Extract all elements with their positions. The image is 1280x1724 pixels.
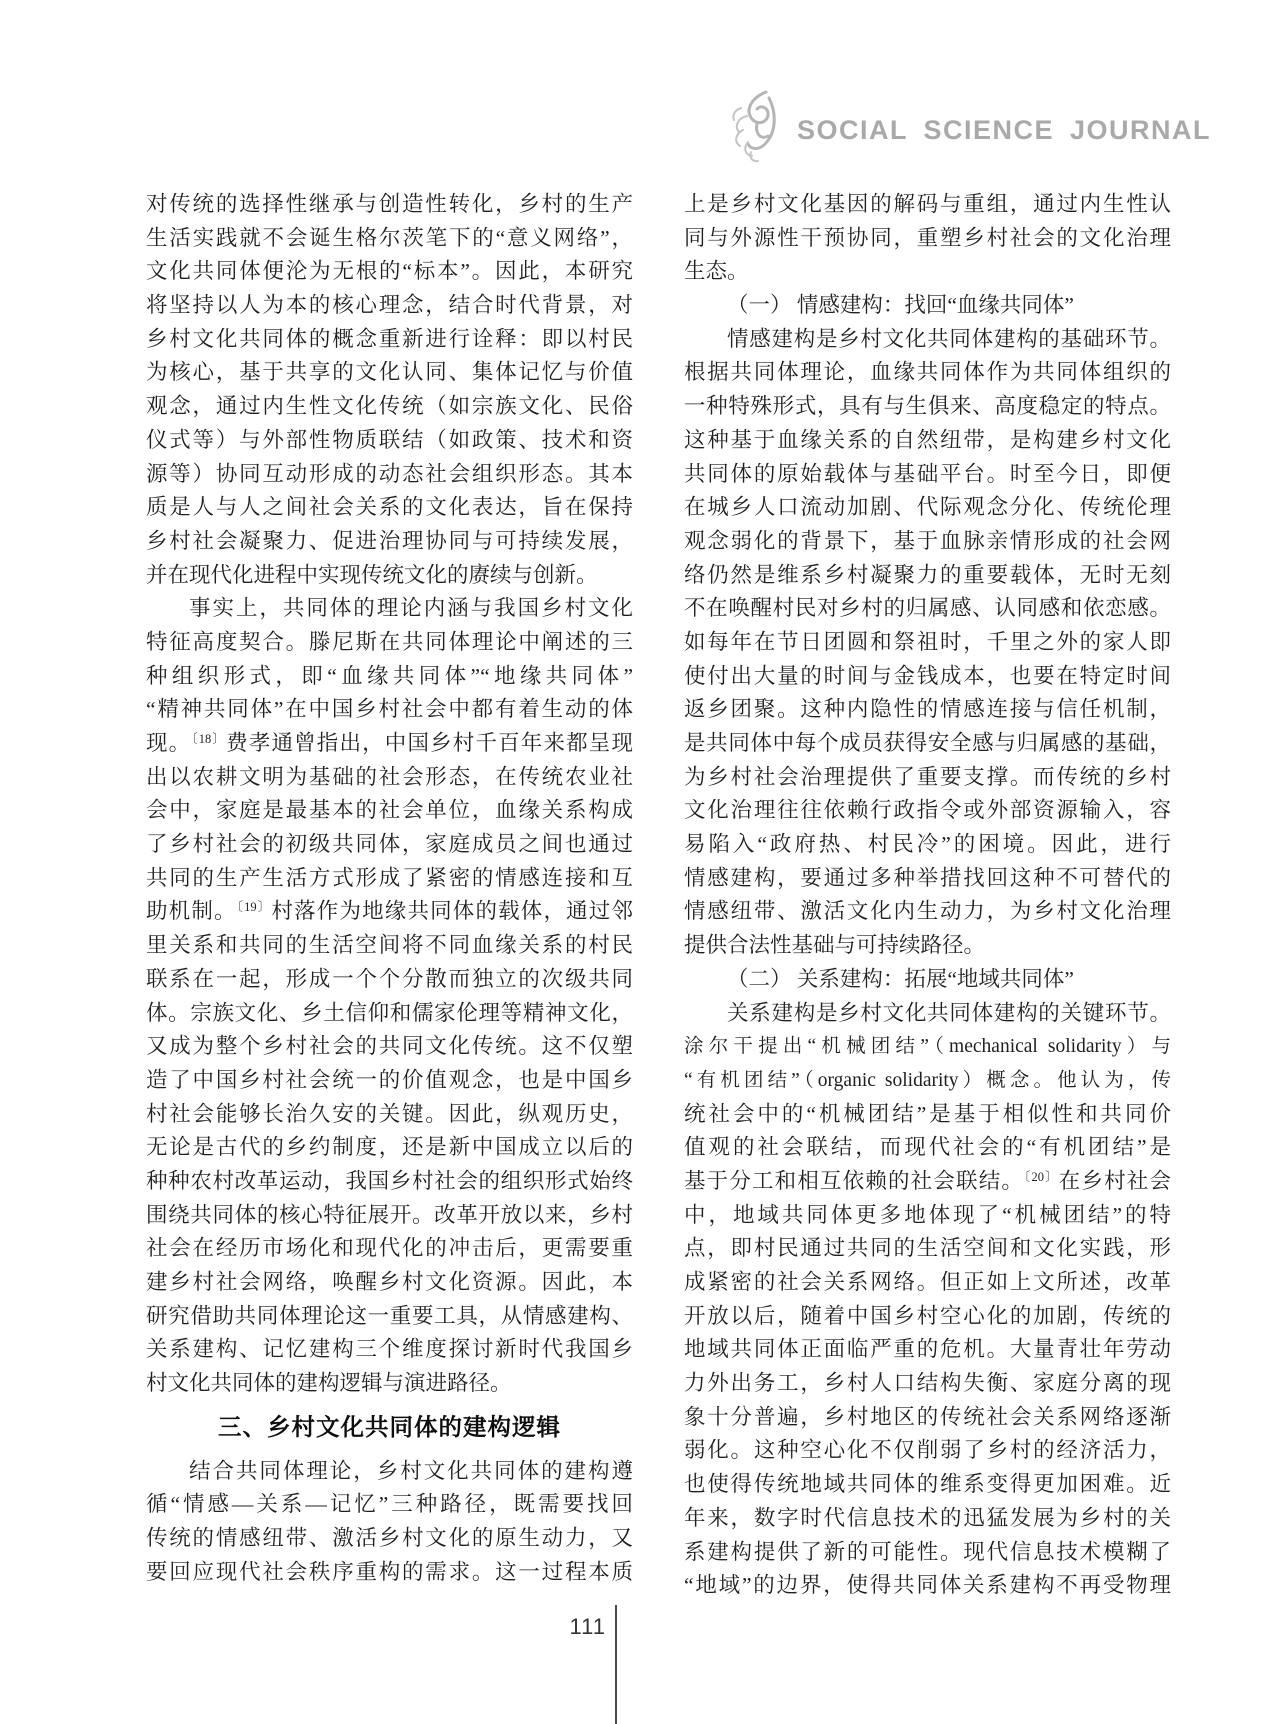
journal-name: SOCIAL SCIENCE JOURNAL xyxy=(797,115,1212,145)
text-line: 将坚持以人为本的核心理念，结合时代背景，对 xyxy=(146,293,633,318)
text-line: 助机制。$^{〔19〕}$村落作为地缘共同体的载体，通过邻 xyxy=(146,899,633,924)
text-line: 统社会中的“机械团结”是基于相似性和共同价 xyxy=(684,1101,1171,1126)
text-line: 并在现代化进程中实现传统文化的赓续与创新。 xyxy=(146,562,598,587)
text-line: 基于分工和相互依赖的社会联结。$^{〔20〕}$在乡村社会 xyxy=(684,1168,1171,1193)
text-line: 又成为整个乡村社会的共同文化传统。这不仅塑 xyxy=(146,1034,633,1059)
text-line: 现。$^{〔18〕}$费孝通曾指出，中国乡村千百年来都呈现 xyxy=(146,731,633,755)
text-line: “精神共同体”在中国乡村社会中都有着生动的体 xyxy=(146,697,633,722)
footer-divider xyxy=(615,1605,617,1724)
text-line: 也使得传统地域共同体的维系变得更加困难。近 xyxy=(684,1472,1171,1497)
text-line: 这种基于血缘关系的自然纽带，是构建乡村文化 xyxy=(684,427,1171,452)
text-line: 源等）协同互动形成的动态社会组织形态。其本 xyxy=(146,461,633,486)
text-line: 同与外源性干预协同，重塑乡村社会的文化治理 xyxy=(684,225,1171,250)
text-line: 是共同体中每个成员获得安全感与归属感的基础， xyxy=(684,731,1171,755)
text-line: 生态。 xyxy=(684,259,749,284)
text-line: 在城乡人口流动加剧、代际观念分化、传统伦理 xyxy=(684,495,1171,520)
text-line: 种组织形式，即“血缘共同体”“地缘共同体” xyxy=(146,663,633,688)
text-line: 成紧密的社会关系网络。但正如上文所述，改革 xyxy=(684,1270,1171,1294)
text-line: 联系在一起，形成一个个分散而独立的次级共同 xyxy=(146,966,633,991)
text-line: 返乡团聚。这种内隐性的情感连接与信任机制， xyxy=(684,697,1171,722)
text-line: 上是乡村文化基因的解码与重组，通过内生性认 xyxy=(684,192,1171,216)
text-line: 观念，通过内生性文化传统（如宗族文化、民俗 xyxy=(146,394,633,419)
text-line: 生活实践就不会诞生格尔茨笔下的“意义网络”， xyxy=(146,225,633,250)
text-line: 使付出大量的时间与金钱成本，也要在特定时间 xyxy=(684,663,1171,688)
text-line: 不在唤醒村民对乡村的归属感、认同感和依恋感。 xyxy=(684,596,1171,621)
text-line: 村文化共同体的建构逻辑与演进路径。 xyxy=(146,1371,512,1396)
text-line: 仪式等）与外部性物质联结（如政策、技术和资 xyxy=(146,427,633,452)
text-line: 种种农村改革运动，我国乡村社会的组织形式始终 xyxy=(146,1168,633,1193)
sub-heading: （一） 情感建构：找回“血缘共同体” xyxy=(727,293,1074,318)
text-line: 年来，数字时代信息技术的迅猛发展为乡村的关 xyxy=(684,1505,1171,1530)
text-line: 开放以后，随着中国乡村空心化的加剧，传统的 xyxy=(684,1303,1171,1328)
text-line: 共同的生产生活方式形成了紧密的情感连接和互 xyxy=(146,865,633,890)
text-line: 涂尔干提出“机械团结”（mechanical solidarity）与 xyxy=(684,1036,1171,1058)
left-column xyxy=(146,188,633,1590)
text-line: 建乡村社会网络，唤醒乡村文化资源。因此，本 xyxy=(146,1270,633,1294)
text-line: 循“情感—关系—记忆”三种路径，既需要找回 xyxy=(146,1492,633,1517)
text-line: “有机团结”（organic solidarity）概念。他认为，传 xyxy=(684,1069,1171,1091)
text-line: 要回应现代社会秩序重构的需求。这一过程本质 xyxy=(146,1559,633,1584)
text-line: 体。宗族文化、乡土信仰和儒家伦理等精神文化， xyxy=(146,1000,633,1025)
right-column xyxy=(684,188,1171,1603)
sub-heading: （二） 关系建构：拓展“地域共同体” xyxy=(727,966,1074,991)
text-line: 为乡村社会治理提供了重要支撑。而传统的乡村 xyxy=(684,764,1171,789)
text-line: 质是人与人之间社会关系的文化表达，旨在保持 xyxy=(146,495,633,520)
text-line: “地域”的边界，使得共同体关系建构不再受物理 xyxy=(684,1573,1171,1598)
text-line: 事实上，共同体的理论内涵与我国乡村文化 xyxy=(189,596,633,621)
section-heading: 三、乡村文化共同体的建构逻辑 xyxy=(218,1414,561,1441)
text-line: 情感建构，要通过多种举措找回这种不可替代的 xyxy=(684,865,1171,890)
text-line: 结合共同体理论，乡村文化共同体的建构遵 xyxy=(189,1458,633,1483)
text-line: 络仍然是维系乡村凝聚力的重要载体，无时无刻 xyxy=(684,562,1171,587)
text-line: 如每年在节日团圆和祭祖时，千里之外的家人即 xyxy=(684,629,1171,654)
text-line: 无论是古代的乡约制度，还是新中国成立以后的 xyxy=(146,1135,633,1160)
text-line: 一种特殊形式，具有与生俱来、高度稳定的特点。 xyxy=(684,394,1171,419)
text-line: 情感建构是乡村文化共同体建构的基础环节。 xyxy=(727,326,1171,351)
text-line: 情感纽带、激活文化内生动力，为乡村文化治理 xyxy=(684,899,1171,924)
text-line: 了乡村社会的初级共同体，家庭成员之间也通过 xyxy=(146,832,633,857)
text-line: 象十分普遍，乡村地区的传统社会关系网络逐渐 xyxy=(684,1404,1171,1429)
text-line: 特征高度契合。滕尼斯在共同体理论中阐述的三 xyxy=(146,629,633,654)
text-line: 弱化。这种空心化不仅削弱了乡村的经济活力， xyxy=(684,1438,1171,1463)
text-line: 社会在经历市场化和现代化的冲击后，更需要重 xyxy=(146,1236,633,1261)
text-line: 点，即村民通过共同的生活空间和文化实践，形 xyxy=(684,1236,1171,1261)
text-line: 观念弱化的背景下，基于血脉亲情形成的社会网 xyxy=(684,528,1171,553)
text-line: 力外出务工，乡村人口结构失衡、家庭分离的现 xyxy=(684,1371,1171,1396)
text-line: 共同体的原始载体与基础平台。时至今日，即便 xyxy=(684,461,1171,486)
page-number: 111 xyxy=(569,1614,606,1639)
text-line: 文化共同体便沦为无根的“标本”。因此，本研究 xyxy=(146,259,633,284)
text-line: 里关系和共同的生活空间将不同血缘关系的村民 xyxy=(146,933,633,958)
text-line: 系建构提供了新的可能性。现代信息技术模糊了 xyxy=(684,1539,1171,1564)
text-line: 易陷入“政府热、村民冷”的困境。因此，进行 xyxy=(684,832,1171,857)
text-line: 中，地域共同体更多地体现了“机械团结”的特 xyxy=(684,1202,1171,1227)
text-line: 对传统的选择性继承与创造性转化，乡村的生产 xyxy=(146,192,633,216)
text-line: 值观的社会联结，而现代社会的“有机团结”是 xyxy=(684,1135,1171,1160)
text-line: 会中，家庭是最基本的社会单位，血缘关系构成 xyxy=(146,798,633,823)
text-line: 提供合法性基础与可持续路径。 xyxy=(684,933,986,958)
text-line: 围绕共同体的核心特征展开。改革开放以来，乡村 xyxy=(146,1202,633,1227)
phoenix-logo-icon xyxy=(720,86,786,166)
text-line: 关系建构是乡村文化共同体建构的关键环节。 xyxy=(727,1000,1171,1025)
text-line: 传统的情感纽带、激活乡村文化的原生动力，又 xyxy=(146,1526,633,1551)
text-line: 乡村社会凝聚力、促进治理协同与可持续发展， xyxy=(146,528,633,553)
text-line: 村社会能够长治久安的关键。因此，纵观历史， xyxy=(146,1101,633,1126)
text-line: 地域共同体正面临严重的危机。大量青壮年劳动 xyxy=(684,1337,1171,1362)
text-line: 出以农耕文明为基础的社会形态，在传统农业社 xyxy=(146,764,633,789)
text-line: 文化治理往往依赖行政指令或外部资源输入，容 xyxy=(684,798,1171,823)
text-line: 造了中国乡村社会统一的价值观念，也是中国乡 xyxy=(146,1067,633,1092)
text-line: 关系建构、记忆建构三个维度探讨新时代我国乡 xyxy=(146,1337,633,1362)
text-line: 为核心，基于共享的文化认同、集体记忆与价值 xyxy=(146,360,633,385)
text-line: 根据共同体理论，血缘共同体作为共同体组织的 xyxy=(684,360,1171,385)
text-line: 乡村文化共同体的概念重新进行诠释：即以村民 xyxy=(146,326,633,351)
text-line: 研究借助共同体理论这一重要工具，从情感建构、 xyxy=(146,1303,633,1328)
